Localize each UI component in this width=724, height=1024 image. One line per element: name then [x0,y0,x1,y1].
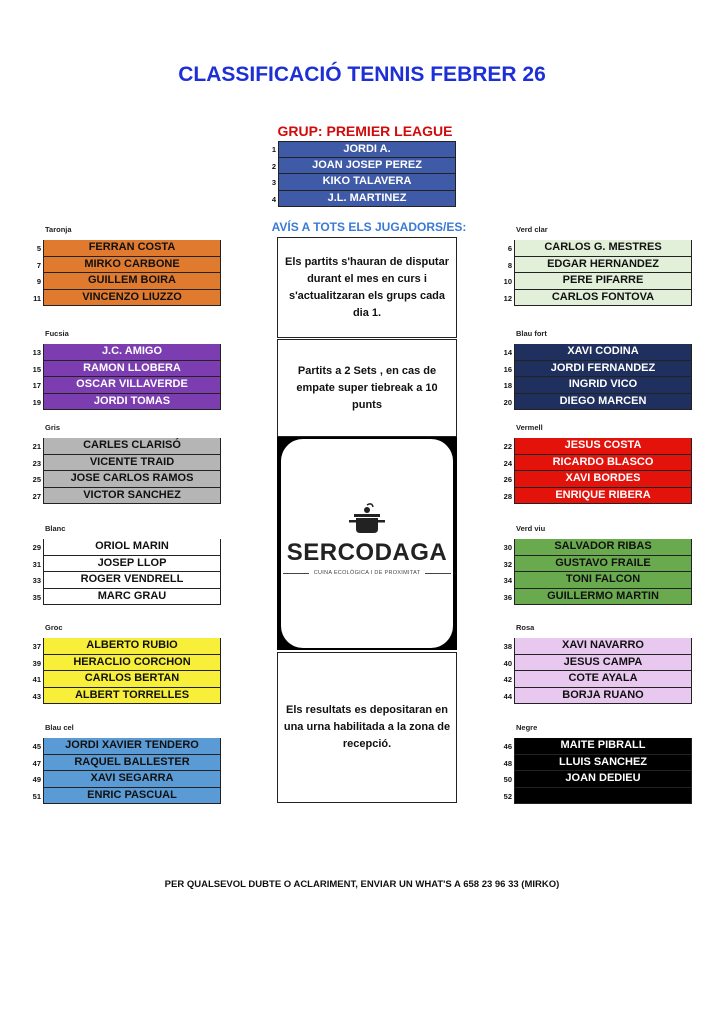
player-name: PERE PIFARRE [514,273,692,290]
player-name: MARC GRAU [43,589,221,606]
player-rank: 12 [503,293,512,303]
player-rank: 29 [32,543,41,552]
player-rank: 16 [503,364,512,374]
player-name: XAVI CODINA [514,344,692,361]
player-rank: 20 [503,397,512,407]
player-name: KIKO TALAVERA [278,174,456,191]
group-label: Negre [516,723,538,732]
table-row [36,240,221,257]
player-rank: 44 [503,691,512,701]
table-row [507,240,692,257]
table-row [503,471,692,488]
premier-group-table [271,141,456,207]
player-rank: 49 [32,775,41,784]
table-row [32,655,221,672]
player-name: RAMON LLOBERA [43,361,221,378]
player-name: LLUIS SANCHEZ [514,755,692,772]
group-label: Groc [45,623,63,632]
group-table [503,423,692,504]
player-name: ORIOL MARIN [43,539,221,556]
player-name: XAVI NAVARRO [514,638,692,655]
group-table [32,423,221,504]
player-name: GUILLERMO MARTIN [514,589,692,606]
player-rank: 24 [503,458,512,468]
table-row [503,638,692,655]
player-name: J.L. MARTINEZ [278,191,456,208]
table-row [503,455,692,472]
table-row [503,377,692,394]
table-row [32,738,221,755]
page-title: CLASSIFICACIÓ TENNIS FEBRER 26 [178,63,546,86]
group-table [32,524,221,605]
table-row [32,688,221,705]
notice-box-format [277,339,457,437]
table-row [36,273,221,290]
group-label: Vermell [516,423,543,432]
player-rank: 31 [32,559,41,569]
group-label: Blau fort [516,329,547,338]
player-name: CARLOS BERTAN [43,671,221,688]
player-name: ROGER VENDRELL [43,572,221,589]
player-name: HERACLIO CORCHON [43,655,221,672]
table-row [32,488,221,505]
group-label: Blau cel [45,723,74,732]
player-rank: 51 [32,791,41,801]
group-table [503,329,692,410]
player-name: J.C. AMIGO [43,344,221,361]
player-rank: 47 [32,758,41,768]
player-name: JESUS CAMPA [514,655,692,672]
player-name: ENRIQUE RIBERA [514,488,692,505]
player-name: XAVI SEGARRA [43,771,221,788]
table-row [32,556,221,573]
player-rank: 8 [507,260,512,270]
player-name: JORDI TOMAS [43,394,221,411]
table-row [32,671,221,688]
player-name: MAITE PIBRALL [514,738,692,755]
table-row [271,174,456,191]
player-rank: 18 [503,381,512,390]
player-name: SALVADOR RIBAS [514,539,692,556]
player-rank: 48 [503,758,512,768]
player-rank: 23 [32,458,41,468]
player-name: MIRKO CARBONE [43,257,221,274]
player-name: VINCENZO LIUZZO [43,290,221,307]
player-rank: 45 [32,742,41,751]
player-rank: 52 [503,791,512,801]
player-rank: 10 [503,277,512,286]
group-label: Verd clar [516,225,548,234]
player-rank: 4 [271,194,276,204]
table-row [503,771,692,788]
player-name: COTE AYALA [514,671,692,688]
table-row [32,788,221,805]
player-name: EDGAR HERNANDEZ [514,257,692,274]
player-name: JOSE CARLOS RAMOS [43,471,221,488]
player-rank: 15 [32,364,41,374]
group-table [503,524,692,605]
player-name: ALBERTO RUBIO [43,638,221,655]
table-row [507,257,692,274]
table-row [271,158,456,175]
logo-name: SERCODAGA [286,539,448,566]
table-row [32,589,221,606]
player-name: JESUS COSTA [514,438,692,455]
player-rank: 19 [32,397,41,407]
player-rank: 1 [271,145,276,154]
player-name: RICARDO BLASCO [514,455,692,472]
table-row [503,688,692,705]
player-rank: 27 [32,491,41,501]
player-name: VICTOR SANCHEZ [43,488,221,505]
table-row [503,572,692,589]
player-rank: 26 [503,475,512,484]
table-row [32,361,221,378]
cooking-pot-icon [347,503,387,537]
player-rank: 42 [503,675,512,684]
player-name: CARLOS FONTOVA [514,290,692,307]
player-rank: 41 [32,675,41,684]
player-rank: 39 [32,658,41,668]
player-rank: 6 [507,244,512,253]
notice-box-results [277,652,457,803]
player-name: INGRID VICO [514,377,692,394]
player-name: JORDI XAVIER TENDERO [43,738,221,755]
group-label: Taronja [45,225,72,234]
player-name: OSCAR VILLAVERDE [43,377,221,394]
group-table [503,623,692,704]
table-row [32,638,221,655]
player-name: ENRIC PASCUAL [43,788,221,805]
logo-divider-right [425,573,451,574]
player-name: JORDI A. [278,141,456,158]
player-name [514,788,692,805]
table-row [271,191,456,208]
table-row [32,471,221,488]
notice-format-text: Partits a 2 Sets , en cas de empate super tiebreak a 10 punts [296,364,438,411]
sponsor-logo [277,437,457,650]
logo-tagline: CUINA ECOLÒGICA I DE PROXIMITAT [313,570,421,576]
player-name: FERRAN COSTA [43,240,221,257]
player-rank: 13 [32,348,41,357]
table-row [32,455,221,472]
table-row [32,539,221,556]
player-name: ALBERT TORRELLES [43,688,221,705]
player-name: RAQUEL BALLESTER [43,755,221,772]
group-table [33,225,221,306]
group-label: Gris [45,423,61,432]
table-row [503,671,692,688]
notice-box-schedule [277,237,457,338]
player-rank: 38 [503,642,512,651]
notice-results-text: Els resultats es depositaran en una urna habilitada a la zona de recepció. [283,704,451,750]
player-name: VICENTE TRAID [43,455,221,472]
player-rank: 34 [503,576,512,585]
table-row [503,438,692,455]
table-row [32,377,221,394]
group-table [503,723,692,804]
table-row [503,556,692,573]
player-rank: 2 [271,161,276,171]
player-rank: 14 [503,348,512,357]
player-rank: 3 [271,178,276,187]
table-row [503,539,692,556]
table-row [32,344,221,361]
player-name: CARLOS G. MESTRES [514,240,692,257]
player-rank: 37 [32,642,41,651]
player-name: GUILLEM BOIRA [43,273,221,290]
group-table [32,329,221,410]
group-label: Rosa [516,623,535,632]
player-name: GUSTAVO FRAILE [514,556,692,573]
player-rank: 9 [36,277,41,286]
premier-group-title: GRUP: PREMIER LEAGUE [277,123,453,139]
table-row [36,257,221,274]
player-name: JOAN JOSEP PEREZ [278,158,456,175]
table-row [503,394,692,411]
player-name: BORJA RUANO [514,688,692,705]
notice-schedule-text: Els partits s'hauran de disputar durant el mes en curs i s'actualitzaran els grups cada dia 1. [285,255,449,319]
table-row [32,394,221,411]
table-row [32,572,221,589]
player-rank: 50 [503,775,512,784]
player-rank: 25 [32,475,41,484]
table-row [503,361,692,378]
player-rank: 40 [503,658,512,668]
player-rank: 36 [503,592,512,602]
table-row [503,273,692,290]
player-rank: 5 [36,244,41,253]
footer-contact: PER QUALSEVOL DUBTE O ACLARIMENT, ENVIAR UN WHAT'S A 658 23 96 33 (MIRKO) [164,879,560,890]
player-rank: 33 [32,576,41,585]
player-rank: 11 [33,293,41,303]
table-row [32,755,221,772]
player-rank: 30 [503,543,512,552]
player-name: XAVI BORDES [514,471,692,488]
table-row [503,655,692,672]
table-row [503,344,692,361]
table-row [503,755,692,772]
group-table [32,723,221,804]
player-name: JORDI FERNANDEZ [514,361,692,378]
table-row [32,438,221,455]
table-row [32,771,221,788]
table-row [503,788,692,805]
player-rank: 21 [32,442,41,451]
player-rank: 17 [32,381,41,390]
player-name: JOSEP LLOP [43,556,221,573]
table-row [503,738,692,755]
player-rank: 22 [503,442,512,451]
player-rank: 28 [503,491,512,501]
group-label: Verd viu [516,524,546,533]
player-rank: 46 [503,742,512,751]
player-name: DIEGO MARCEN [514,394,692,411]
table-row [503,290,692,307]
table-row [503,589,692,606]
player-rank: 35 [32,592,41,602]
table-row [33,290,221,307]
player-name: TONI FALCON [514,572,692,589]
group-table [32,623,221,704]
player-name: JOAN DEDIEU [514,771,692,788]
player-rank: 32 [503,559,512,569]
player-rank: 7 [36,260,41,270]
player-name: CARLES CLARISÓ [43,438,221,455]
table-row [503,488,692,505]
group-label: Fucsia [45,329,69,338]
table-row [271,141,456,158]
group-table [503,225,692,306]
group-label: Blanc [45,524,66,533]
player-rank: 43 [32,691,41,701]
notice-title: AVÍS A TOTS ELS JUGADORS/ES: [271,220,467,234]
